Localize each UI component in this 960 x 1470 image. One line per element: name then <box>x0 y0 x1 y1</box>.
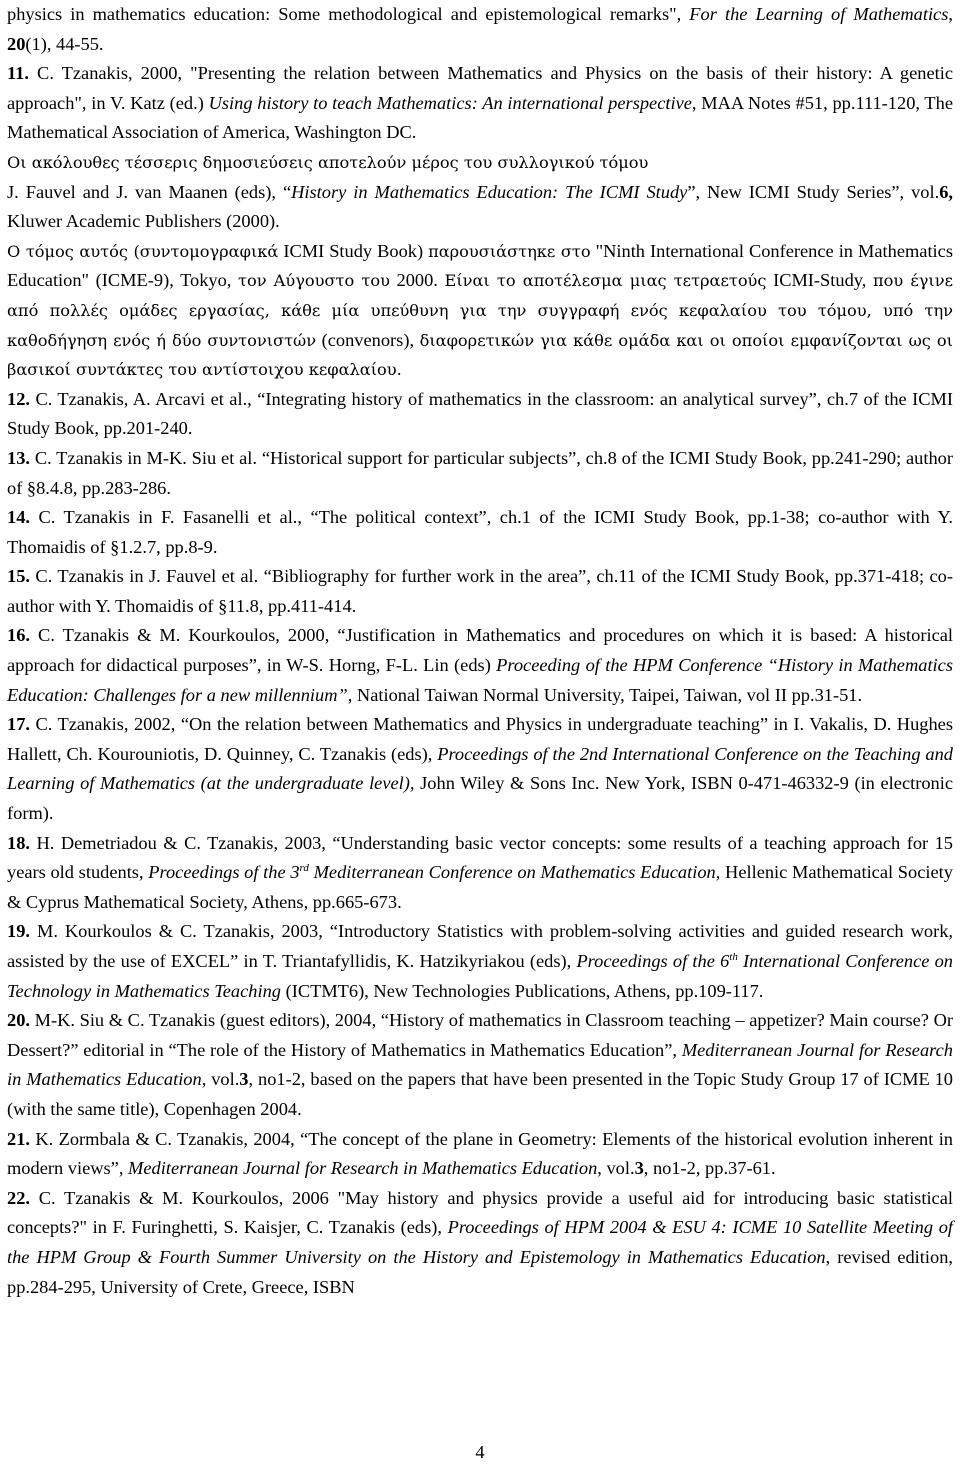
book-title: History in Mathematics Education: The ICMI Study <box>291 181 688 202</box>
book-title: Proceedings of the 6th International Conference on Technology in Mathematics Teaching <box>7 950 953 1001</box>
reference-number: 14. <box>7 507 30 528</box>
reference-17: 17. C. Tzanakis, 2002, “On the relation between Mathematics and Physics in undergraduate teaching” in I. Vakalis, D. Hughes Hallett, Ch. Kourouniotis, D. Quinney, C. Tzanakis (eds), Proceedings of the 2nd International Conference on the Teaching and Learning of Mathematics (at the undergraduate level), John Wiley & Sons Inc. New York, ISBN 0-471-46332-9 (in electronic form). <box>7 714 954 824</box>
reference-number: 11. <box>7 63 29 84</box>
reference-number: 19. <box>7 921 30 942</box>
book-title: Proceedings of the 2nd International Conference on the Teaching and Learning of Mathematics (at the undergraduate level), <box>7 743 953 794</box>
greek-book-description: Ο τόμος αυτός (συντομογραφικά ICMI Study Book) παρουσιάστηκε στο "Ninth International Conference in Mathematics Education" (ICME-9), Tokyo, τον Αύγουστο του 2000. Είναι το αποτέλεσμα μιας τετραετούς ICMI-Study, που έγινε από πολλές ομάδες εργασίας, κάθε μία υπεύθυνη για την συγγραφή ενός κεφαλαίου του τόμου, υπό την καθοδήγηση ενός ή δύο συντονιστών (convenors), διαφορετικών για κάθε ομάδα και οι οποίοι εμφανίζονται ως οι βασικοί συντάκτες του αντίστοιχου κεφαλαίου. <box>7 240 954 380</box>
reference-15: 15. C. Tzanakis in J. Fauvel et al. “Bibliography for further work in the area”, ch.11 of the ICMI Study Book, pp.371-418; co-author with Y. Thomaidis of §11.8, pp.411-414. <box>7 566 953 616</box>
reference-19: 19. M. Kourkoulos & C. Tzanakis, 2003, “Introductory Statistics with problem-solving activities and guided research work, assisted by the use of EXCEL” in T. Triantafyllidis, K. Hatzikyriakou (eds), Proceedings of the 6th International Conference on Technology in Mathematics Teaching (ICTMT6), New Technologies Publications, Athens, pp.109-117. <box>7 921 953 1001</box>
reference-16: 16. C. Tzanakis & M. Kourkoulos, 2000, “Justification in Mathematics and procedures on which it is based: A historical approach for didactical purposes”, in W-S. Horng, F-L. Lin (eds) Proceeding of the HPM Conference “History in Mathematics Education: Challenges for a new millennium”, National Taiwan Normal University, Taipei, Taiwan, vol II pp.31-51. <box>7 625 953 705</box>
reference-number: 13. <box>7 447 30 468</box>
reference-12: 12. C. Tzanakis, A. Arcavi et al., “Integrating history of mathematics in the classroom: an analytical survey”, ch.7 of the ICMI Study Book, pp.201-240. <box>7 388 953 439</box>
greek-intro: Οι ακόλουθες τέσσερις δημοσιεύσεις αποτελούν μέρος του συλλογικού τόμου <box>7 152 649 172</box>
journal-title: Mediterranean Journal for Research in Mathematics Education <box>7 1039 953 1090</box>
reference-13: 13. C. Tzanakis in M-K. Siu et al. “Historical support for particular subjects”, ch.8 of the ICMI Study Book, pp.241-290; author of §8.4.8, pp.283-286. <box>7 447 953 498</box>
reference-21: 21. K. Zormbala & C. Tzanakis, 2004, “The concept of the plane in Geometry: Elements of the historical evolution inherent in modern views”, Mediterranean Journal for Research in Mathematics Education, vol.3, no1-2, pp.37-61. <box>7 1128 953 1179</box>
reference-number: 17. <box>7 714 30 735</box>
journal-title: Mediterranean Journal for Research in Mathematics Education <box>128 1158 598 1179</box>
reference-number: 16. <box>7 625 30 646</box>
document-page <box>7 0 953 1302</box>
reference-11: 11. C. Tzanakis, 2000, "Presenting the relation between Mathematics and Physics on the basis of their history: A genetic approach", in V. Katz (ed.) Using history to teach Mathematics: An international perspective, MAA Notes #51, pp.111-120, The Mathematical Association of America, Washington DC. <box>7 63 953 143</box>
book-title: Proceedings of the 3rd Mediterranean Conference on Mathematics Education, <box>148 862 721 883</box>
reference-number: 20. <box>7 1010 30 1031</box>
reference-22: 22. C. Tzanakis & M. Kourkoulos, 2006 "May history and physics provide a useful aid for introducing basic statistical concepts?" in F. Furinghetti, S. Kaisjer, C. Tzanakis (eds), Proceedings of HPM 2004 & ESU 4: ICME 10 Satellite Meeting of the HPM Group & Fourth Summer University on the History and Epistemology in Mathematics Education, revised edition, pp.284-295, University of Crete, Greece, ISBN <box>7 1187 953 1297</box>
page-number: 4 <box>475 1442 485 1462</box>
book-title: Proceeding of the HPM Conference “History in Mathematics Education: Challenges for a new millennium” <box>7 655 953 705</box>
reference-number: 12. <box>7 388 30 409</box>
reference-number: 22. <box>7 1187 30 1208</box>
book-title: Using history to teach Mathematics: An international perspective <box>208 92 692 113</box>
reference-14: 14. C. Tzanakis in F. Fasanelli et al., “The political context”, ch.1 of the ICMI Study Book, pp.1-38; co-author with Y. Thomaidis of §1.2.7, pp.8-9. <box>7 507 953 557</box>
reference-20: 20. M-K. Siu & C. Tzanakis (guest editors), 2004, “History of mathematics in Classroom teaching – appetizer? Main course? Or Dessert?” editorial in “The role of the History of Mathematics in Mathematics Education”, Mediterranean Journal for Research in Mathematics Education, vol.3, no1-2, based on the papers that have been presented in the Topic Study Group 17 of ICME 10 (with the same title), Copenhagen 2004. <box>7 1010 954 1119</box>
reference-number: 21. <box>7 1128 30 1149</box>
icmi-study-reference: J. Fauvel and J. van Maanen (eds), “History in Mathematics Education: The ICMI Study”, New ICMI Study Series”, vol.6, Kluwer Academic Publishers (2000). <box>7 181 953 232</box>
reference-number: 15. <box>7 566 30 587</box>
reference-18: 18. H. Demetriadou & C. Tzanakis, 2003, “Understanding basic vector concepts: some results of a teaching approach for 15 years old students, Proceedings of the 3rd Mediterranean Conference on Mathematics Education, Hellenic Mathematical Society & Cyprus Mathematical Society, Athens, pp.665-673. <box>7 832 953 912</box>
journal-title: For the Learning of Mathematics <box>689 4 949 24</box>
book-title: Proceedings of HPM 2004 & ESU 4: ICME 10 Satellite Meeting of the HPM Group & Fourth Summer University on the History and Epistemology in Mathematics Education <box>7 1217 953 1267</box>
continuation-paragraph: physics in mathematics education: Some methodological and epistemological remarks", For the Learning of Mathematics, 20(1), 44-55. <box>7 4 953 54</box>
reference-number: 18. <box>7 832 30 853</box>
